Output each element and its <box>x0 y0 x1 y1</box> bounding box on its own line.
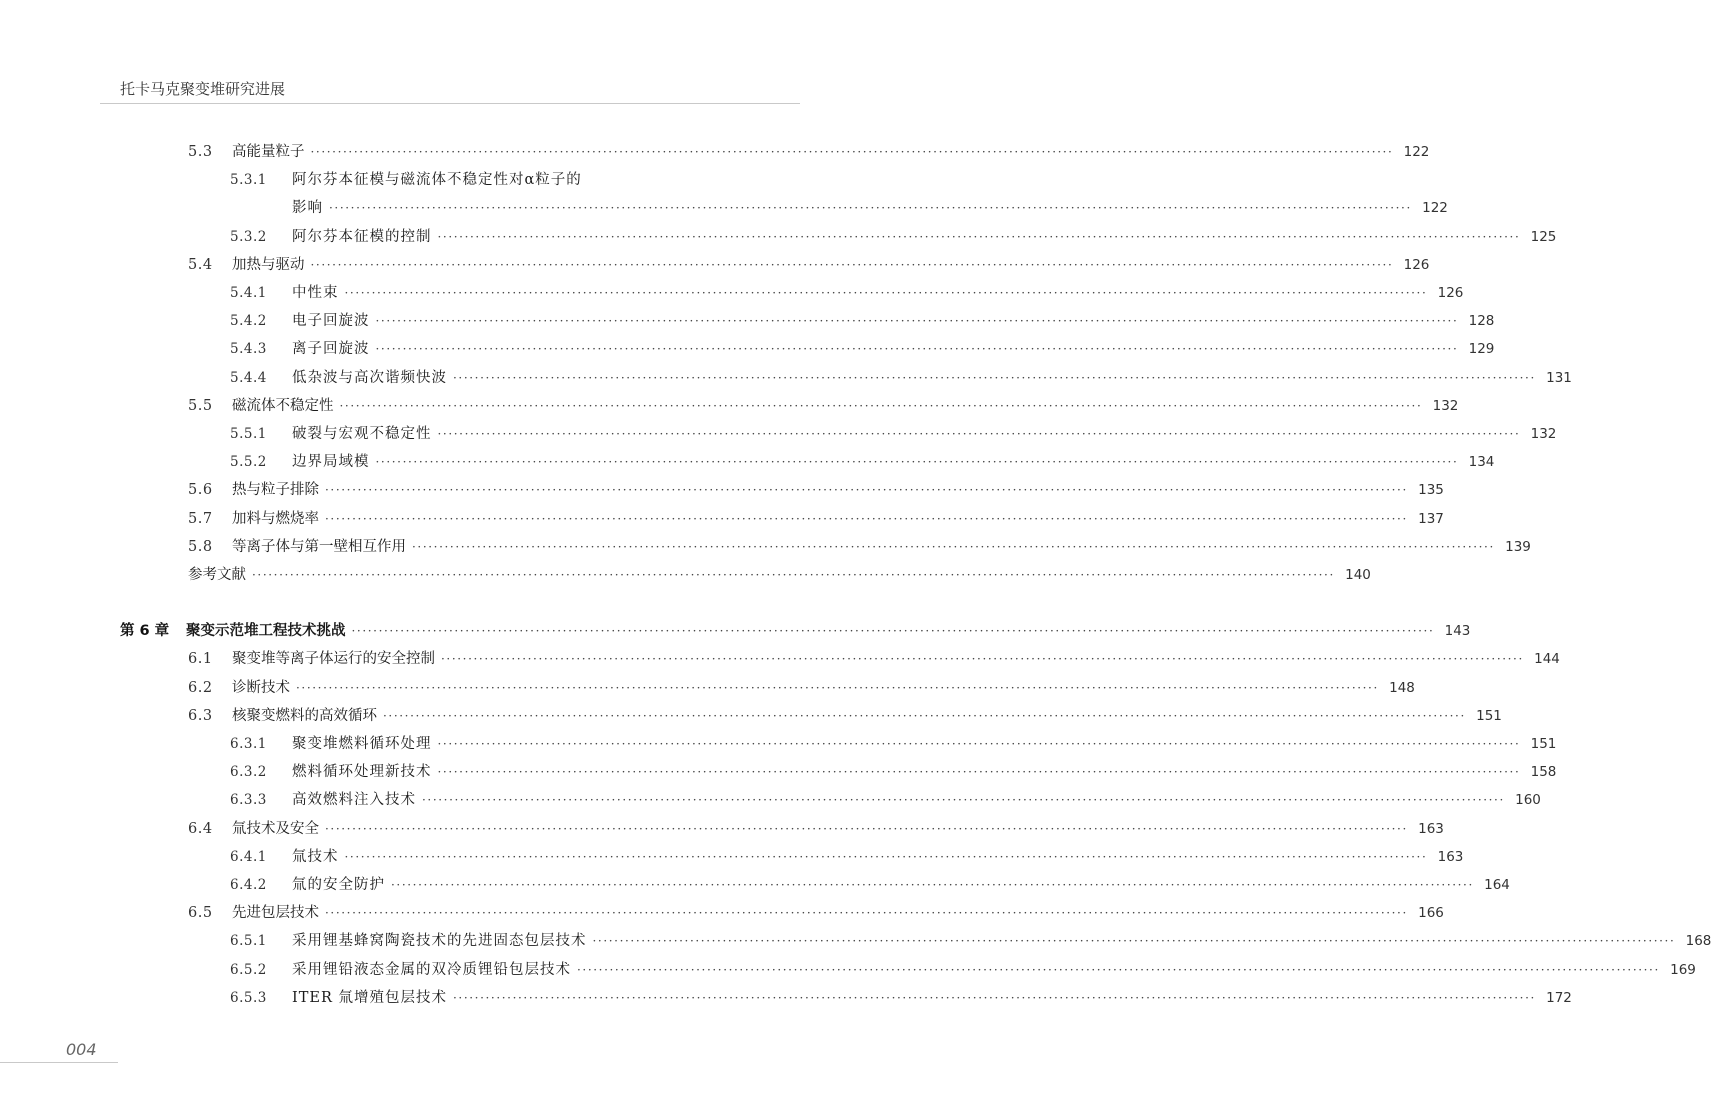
toc-entry <box>230 307 1495 335</box>
toc-entry-number: 6.5.3 <box>230 989 267 1006</box>
toc-entry <box>230 194 1448 222</box>
toc-entry-number: 5.4 <box>188 256 213 273</box>
toc-leader-dots: ········································································································································································································ <box>310 257 1394 272</box>
toc-leader-dots: ········································································································································································································ <box>325 821 1408 836</box>
toc-entry-title: 高效燃料注入技术 <box>292 792 416 809</box>
toc-entry-title: 等离子体与第一壁相互作用 <box>232 538 406 555</box>
toc-entry-title: 热与粒子排除 <box>232 482 319 499</box>
toc-entry-title: 先进包层技术 <box>232 905 319 922</box>
toc-entry <box>120 617 1471 645</box>
toc-entry-page: 143 <box>1444 623 1471 640</box>
toc-entry-page: 163 <box>1437 848 1464 865</box>
toc-entry <box>188 505 1444 533</box>
toc-entry-page: 131 <box>1546 369 1572 386</box>
toc-entry-title: 电子回旋波 <box>292 313 370 330</box>
toc-entry-number: 5.8 <box>188 538 213 555</box>
header-divider <box>100 103 800 104</box>
toc-leader-dots: ········································································································································································································ <box>412 539 1495 554</box>
toc-entry <box>230 871 1510 899</box>
toc-entry <box>188 645 1560 673</box>
toc-leader-dots: ········································································································································································································ <box>437 427 1521 441</box>
toc-leader-dots: ········································································································································································································ <box>437 765 1521 780</box>
toc-entry-page: 163 <box>1418 820 1444 837</box>
toc-entry-number: 5.4.4 <box>230 369 267 386</box>
toc-leader-dots: ········································································································································································································ <box>310 145 1394 159</box>
toc-entry-title: 加料与燃烧率 <box>232 510 319 527</box>
toc-leader-dots: ········································································································································································································ <box>391 878 1474 892</box>
toc-entry-title: ITER 氚增殖包层技术 <box>292 989 448 1006</box>
toc-leader-dots: ········································································································································································································ <box>325 483 1408 498</box>
toc-entry-number: 6.4 <box>188 820 213 837</box>
toc-leader-dots: ········································································································································································································ <box>453 990 1536 1005</box>
toc-entry <box>188 702 1502 730</box>
toc-entry-title: 高能量粒子 <box>232 144 305 160</box>
toc-leader-dots: ········································································································································································································ <box>296 680 1379 695</box>
toc-entry <box>188 674 1415 702</box>
toc-entry-title: 诊断技术 <box>232 679 290 696</box>
toc-entry-page: 126 <box>1437 285 1464 301</box>
toc-entry <box>230 758 1557 786</box>
toc-entry-number: 5.7 <box>188 510 213 527</box>
toc-leader-dots: ········································································································································································································ <box>344 286 1428 300</box>
toc-entry-number: 5.3.2 <box>230 228 267 245</box>
toc-entry-number: 6.3.1 <box>230 736 267 752</box>
toc-leader-dots: ········································································································································································································ <box>375 314 1459 329</box>
page-number: 004 <box>66 1040 97 1059</box>
toc-entry-number: 5.5.2 <box>230 454 267 471</box>
footer-divider <box>0 1062 118 1063</box>
toc-leader-dots: ········································································································································································································ <box>325 906 1408 921</box>
toc-entry <box>188 476 1444 504</box>
toc-entry-number: 5.4.3 <box>230 341 267 358</box>
toc-entry-page: 125 <box>1530 228 1557 245</box>
toc-entry-page: 132 <box>1432 397 1459 414</box>
toc-entry-title: 磁流体不稳定性 <box>232 397 334 414</box>
toc-entry-number: 第 6 章 <box>120 623 170 640</box>
toc-entry-number: 5.5 <box>188 397 213 414</box>
toc-entry-page: 144 <box>1534 651 1560 668</box>
toc-entry-title: 采用锂基蜂窝陶瓷技术的先进固态包层技术 <box>292 933 587 950</box>
toc-entry-title: 边界局域模 <box>292 454 370 471</box>
toc-entry <box>230 335 1495 363</box>
toc-entry-number: 6.3 <box>188 707 213 724</box>
toc-leader-dots: ········································································································································································································ <box>329 201 1412 216</box>
toc-entry-page: 126 <box>1403 256 1430 273</box>
toc-entry-title: 氚的安全防护 <box>292 877 385 893</box>
toc-entry-number: 6.5.1 <box>230 933 267 950</box>
toc-leader-dots: ········································································································································································································ <box>375 342 1459 357</box>
toc-entry-title: 采用锂铅液态金属的双冷质锂铅包层技术 <box>292 961 571 978</box>
toc-entry-title: 聚变示范堆工程技术挑战 <box>186 623 346 640</box>
toc-entry <box>230 279 1464 307</box>
toc-entry <box>230 956 1696 984</box>
toc-entry-title: 破裂与宏观不稳定性 <box>292 426 432 442</box>
toc-entry-number: 5.3 <box>188 144 213 160</box>
toc-entry-number: 5.4.1 <box>230 285 267 301</box>
toc-entry-page: 168 <box>1685 933 1711 950</box>
toc-entry-page: 151 <box>1476 707 1502 724</box>
toc-entry-title: 离子回旋波 <box>292 341 370 358</box>
toc-entry-page: 151 <box>1530 736 1557 752</box>
toc-entry-number: 6.4.2 <box>230 877 267 893</box>
toc-entry <box>230 786 1541 814</box>
toc-entry-title: 加热与驱动 <box>232 256 305 273</box>
toc-entry-page: 160 <box>1515 792 1541 809</box>
toc-entry-title: 聚变堆等离子体运行的安全控制 <box>232 651 435 668</box>
toc-entry-page: 132 <box>1530 426 1557 442</box>
toc-entry-number: 6.5 <box>188 905 213 922</box>
toc-entry-title: 聚变堆燃料循环处理 <box>292 736 432 752</box>
toc-entry-title: 阿尔芬本征模与磁流体不稳定性对α粒子的 <box>292 172 582 189</box>
toc-entry-number: 6.4.1 <box>230 848 267 865</box>
toc-entry-page: 158 <box>1530 764 1557 781</box>
toc-entry <box>188 138 1430 166</box>
running-header: 托卡马克聚变堆研究进展 <box>120 80 286 98</box>
toc-entry-page: 164 <box>1484 877 1510 893</box>
toc-entry-title: 氚技术及安全 <box>232 820 319 837</box>
toc-entry-page: 128 <box>1468 313 1495 330</box>
toc-entry-page: 135 <box>1418 482 1444 499</box>
toc-entry-title: 中性束 <box>292 285 339 301</box>
toc-leader-dots: ········································································································································································································ <box>339 398 1423 413</box>
toc-leader-dots: ········································································································································································································ <box>453 370 1536 385</box>
toc-leader-dots: ········································································································································································································ <box>592 934 1676 949</box>
toc-entry-number: 5.6 <box>188 482 213 499</box>
toc-leader-dots: ········································································································································································································ <box>437 737 1521 751</box>
toc-entry-page: 122 <box>1403 144 1430 160</box>
toc-entry-page: 139 <box>1505 538 1531 555</box>
toc-entry <box>188 392 1459 420</box>
toc-leader-dots: ········································································································································································································ <box>351 624 1435 639</box>
toc-entry-page: 172 <box>1546 989 1572 1006</box>
toc-entry-page: 169 <box>1670 961 1696 978</box>
toc-entry-number: 5.4.2 <box>230 313 267 330</box>
toc-entry-page: 148 <box>1389 679 1415 696</box>
toc-entry-title: 核聚变燃料的高效循环 <box>232 707 377 724</box>
toc-leader-dots: ········································································································································································································ <box>437 229 1521 244</box>
toc-entry <box>230 843 1464 871</box>
toc-leader-dots: ········································································································································································································ <box>383 708 1466 723</box>
toc-leader-dots: ········································································································································································································ <box>422 793 1505 808</box>
toc-entry <box>230 984 1572 1012</box>
toc-entry-number: 5.3.1 <box>230 172 267 189</box>
toc-leader-dots: ········································································································································································································ <box>375 455 1459 470</box>
toc-leader-dots: ········································································································································································································ <box>325 511 1408 526</box>
toc-entry <box>230 448 1495 476</box>
toc-entry <box>230 223 1557 251</box>
toc-entry <box>230 364 1572 392</box>
toc-entry-page: 140 <box>1345 567 1371 583</box>
toc-entry <box>188 815 1444 843</box>
toc-entry-number: 6.3.2 <box>230 764 267 781</box>
toc-entry-page: 134 <box>1468 454 1495 471</box>
toc-entry <box>188 533 1531 561</box>
toc-entry-page: 129 <box>1468 341 1495 358</box>
toc-entry <box>188 251 1430 279</box>
toc-entry <box>230 420 1557 448</box>
toc-entry <box>230 730 1557 758</box>
toc-entry <box>230 166 680 194</box>
toc-leader-dots: ········································································································································································································ <box>252 568 1335 582</box>
toc-entry-page: 137 <box>1418 510 1444 527</box>
toc-entry-title: 低杂波与高次谐频快波 <box>292 369 447 386</box>
toc-entry-number: 6.5.2 <box>230 961 267 978</box>
toc-entry-page: 122 <box>1422 200 1448 217</box>
toc-entry-title: 燃料循环处理新技术 <box>292 764 432 781</box>
toc-entry-title: 阿尔芬本征模的控制 <box>292 228 432 245</box>
toc-entry <box>188 899 1444 927</box>
toc-entry-title: 氚技术 <box>292 848 339 865</box>
toc-entry-title: 影响 <box>292 200 323 217</box>
toc-entry <box>230 927 1711 955</box>
toc-entry <box>188 561 1371 589</box>
toc-leader-dots: ········································································································································································································ <box>344 849 1428 864</box>
toc-leader-dots: ········································································································································································································ <box>577 962 1660 977</box>
toc-entry-page: 166 <box>1418 905 1444 922</box>
toc-entry-number: 5.5.1 <box>230 426 267 442</box>
toc-entry-number: 6.1 <box>188 651 213 668</box>
toc-entry-number: 6.2 <box>188 679 213 696</box>
toc-entry-title: 参考文献 <box>188 567 246 583</box>
toc-leader-dots: ········································································································································································································ <box>441 652 1524 667</box>
toc-entry-number: 6.3.3 <box>230 792 267 809</box>
